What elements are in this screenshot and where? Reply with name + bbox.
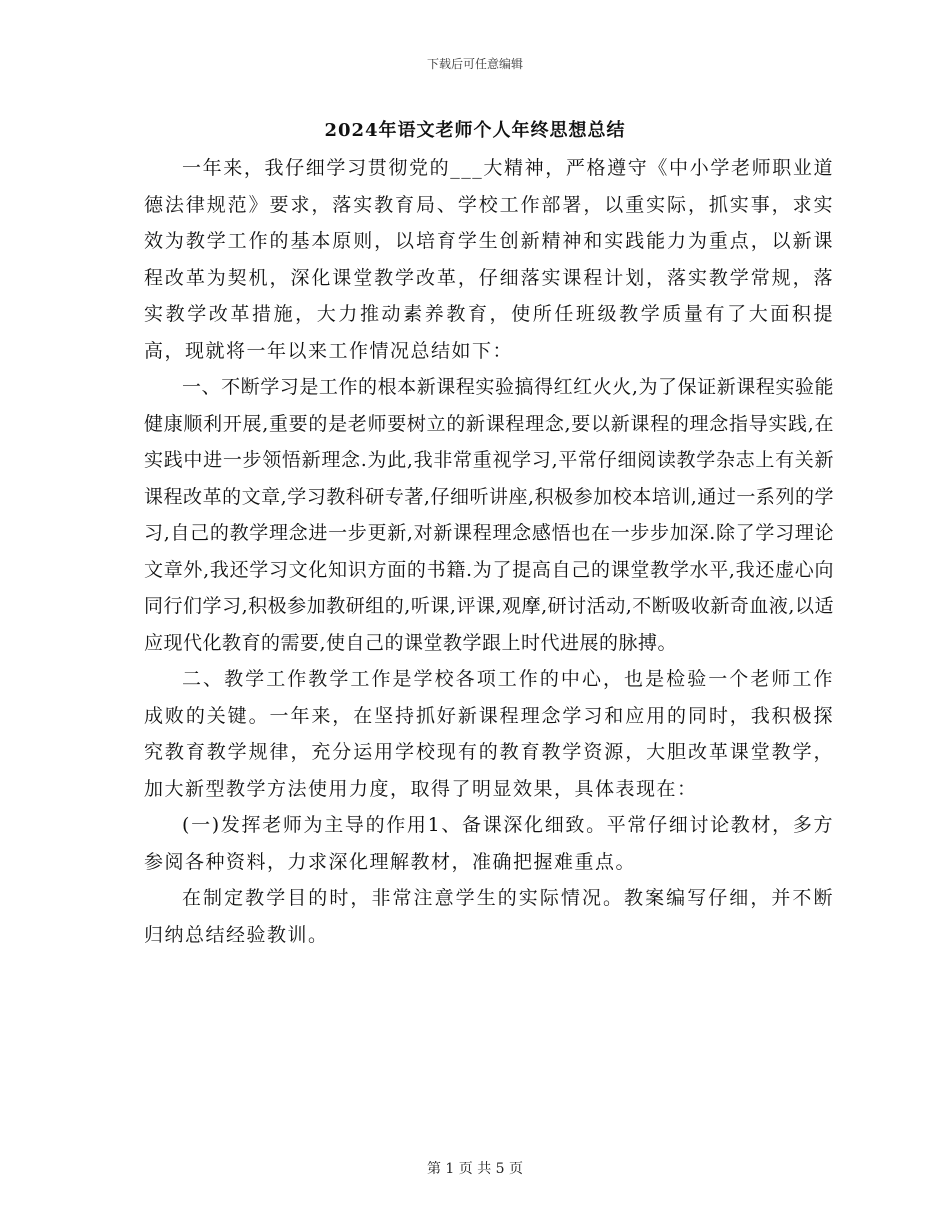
paragraph-intro: 一年来，我仔细学习贯彻党的___大精神，严格遵守《中小学老师职业道德法律规范》要求，落实教育局、学校工作部署，以重实际，抓实事，求实效为教学工作的基本原则，以培育学生创新精神和实践能力为重点，以新课程改革为契机，深化课堂教学改革，仔细落实课程计划，落实教学常规，落实教学改革措施，大力推动素养教育，使所任班级教学质量有了大面积提高，现就将一年以来工作情况总结如下： [144, 157, 834, 362]
paragraph-lesson-goals: 在制定教学目的时，非常注意学生的实际情况。教案编写仔细，并不断归纳总结经验教训。 [144, 887, 834, 946]
page-number: 第 1 页 共 5 页 [426, 1161, 524, 1177]
document-body [144, 150, 834, 953]
header-note: 下载后可任意编辑 [426, 57, 523, 71]
paragraph-section-2: 二、教学工作教学工作是学校各项工作的中心，也是检验一个老师工作成败的关键。一年来，在坚持抓好新课程理念学习和应用的同时，我积极探究教育教学规律，充分运用学校现有的教育教学资源，大胆改革课堂教学，加大新型教学方法使用力度，取得了明显效果，具体表现在： [144, 668, 834, 800]
document-title: 2024年语文老师个人年终思想总结 [324, 120, 626, 141]
page-footer [0, 1158, 950, 1178]
paragraph-section-1: 一、不断学习是工作的根本新课程实验搞得红红火火,为了保证新课程实验能健康顺利开展,重要的是老师要树立的新课程理念,要以新课程的理念指导实践,在实践中进一步领悟新理念.为此,我非常重视学习,平常仔细阅读教学杂志上有关新课程改革的文章,学习教科研专著,仔细听讲座,积极参加校本培训,通过一系列的学习,自己的教学理念进一步更新,对新课程理念感悟也在一步步加深.除了学习理论文章外,我还学习文化知识方面的书籍.为了提高自己的课堂教学水平,我还虚心向同行们学习,积极参加教研组的,听课,评课,观摩,研讨活动,不断吸收新奇血液,以适应现代化教育的需要,使自己的课堂教学跟上时代进展的脉搏。 [144, 376, 834, 654]
paragraph-subsection-1: (一)发挥老师为主导的作用1、备课深化细致。平常仔细讨论教材，多方参阅各种资料，力求深化理解教材，准确把握难重点。 [144, 814, 834, 873]
